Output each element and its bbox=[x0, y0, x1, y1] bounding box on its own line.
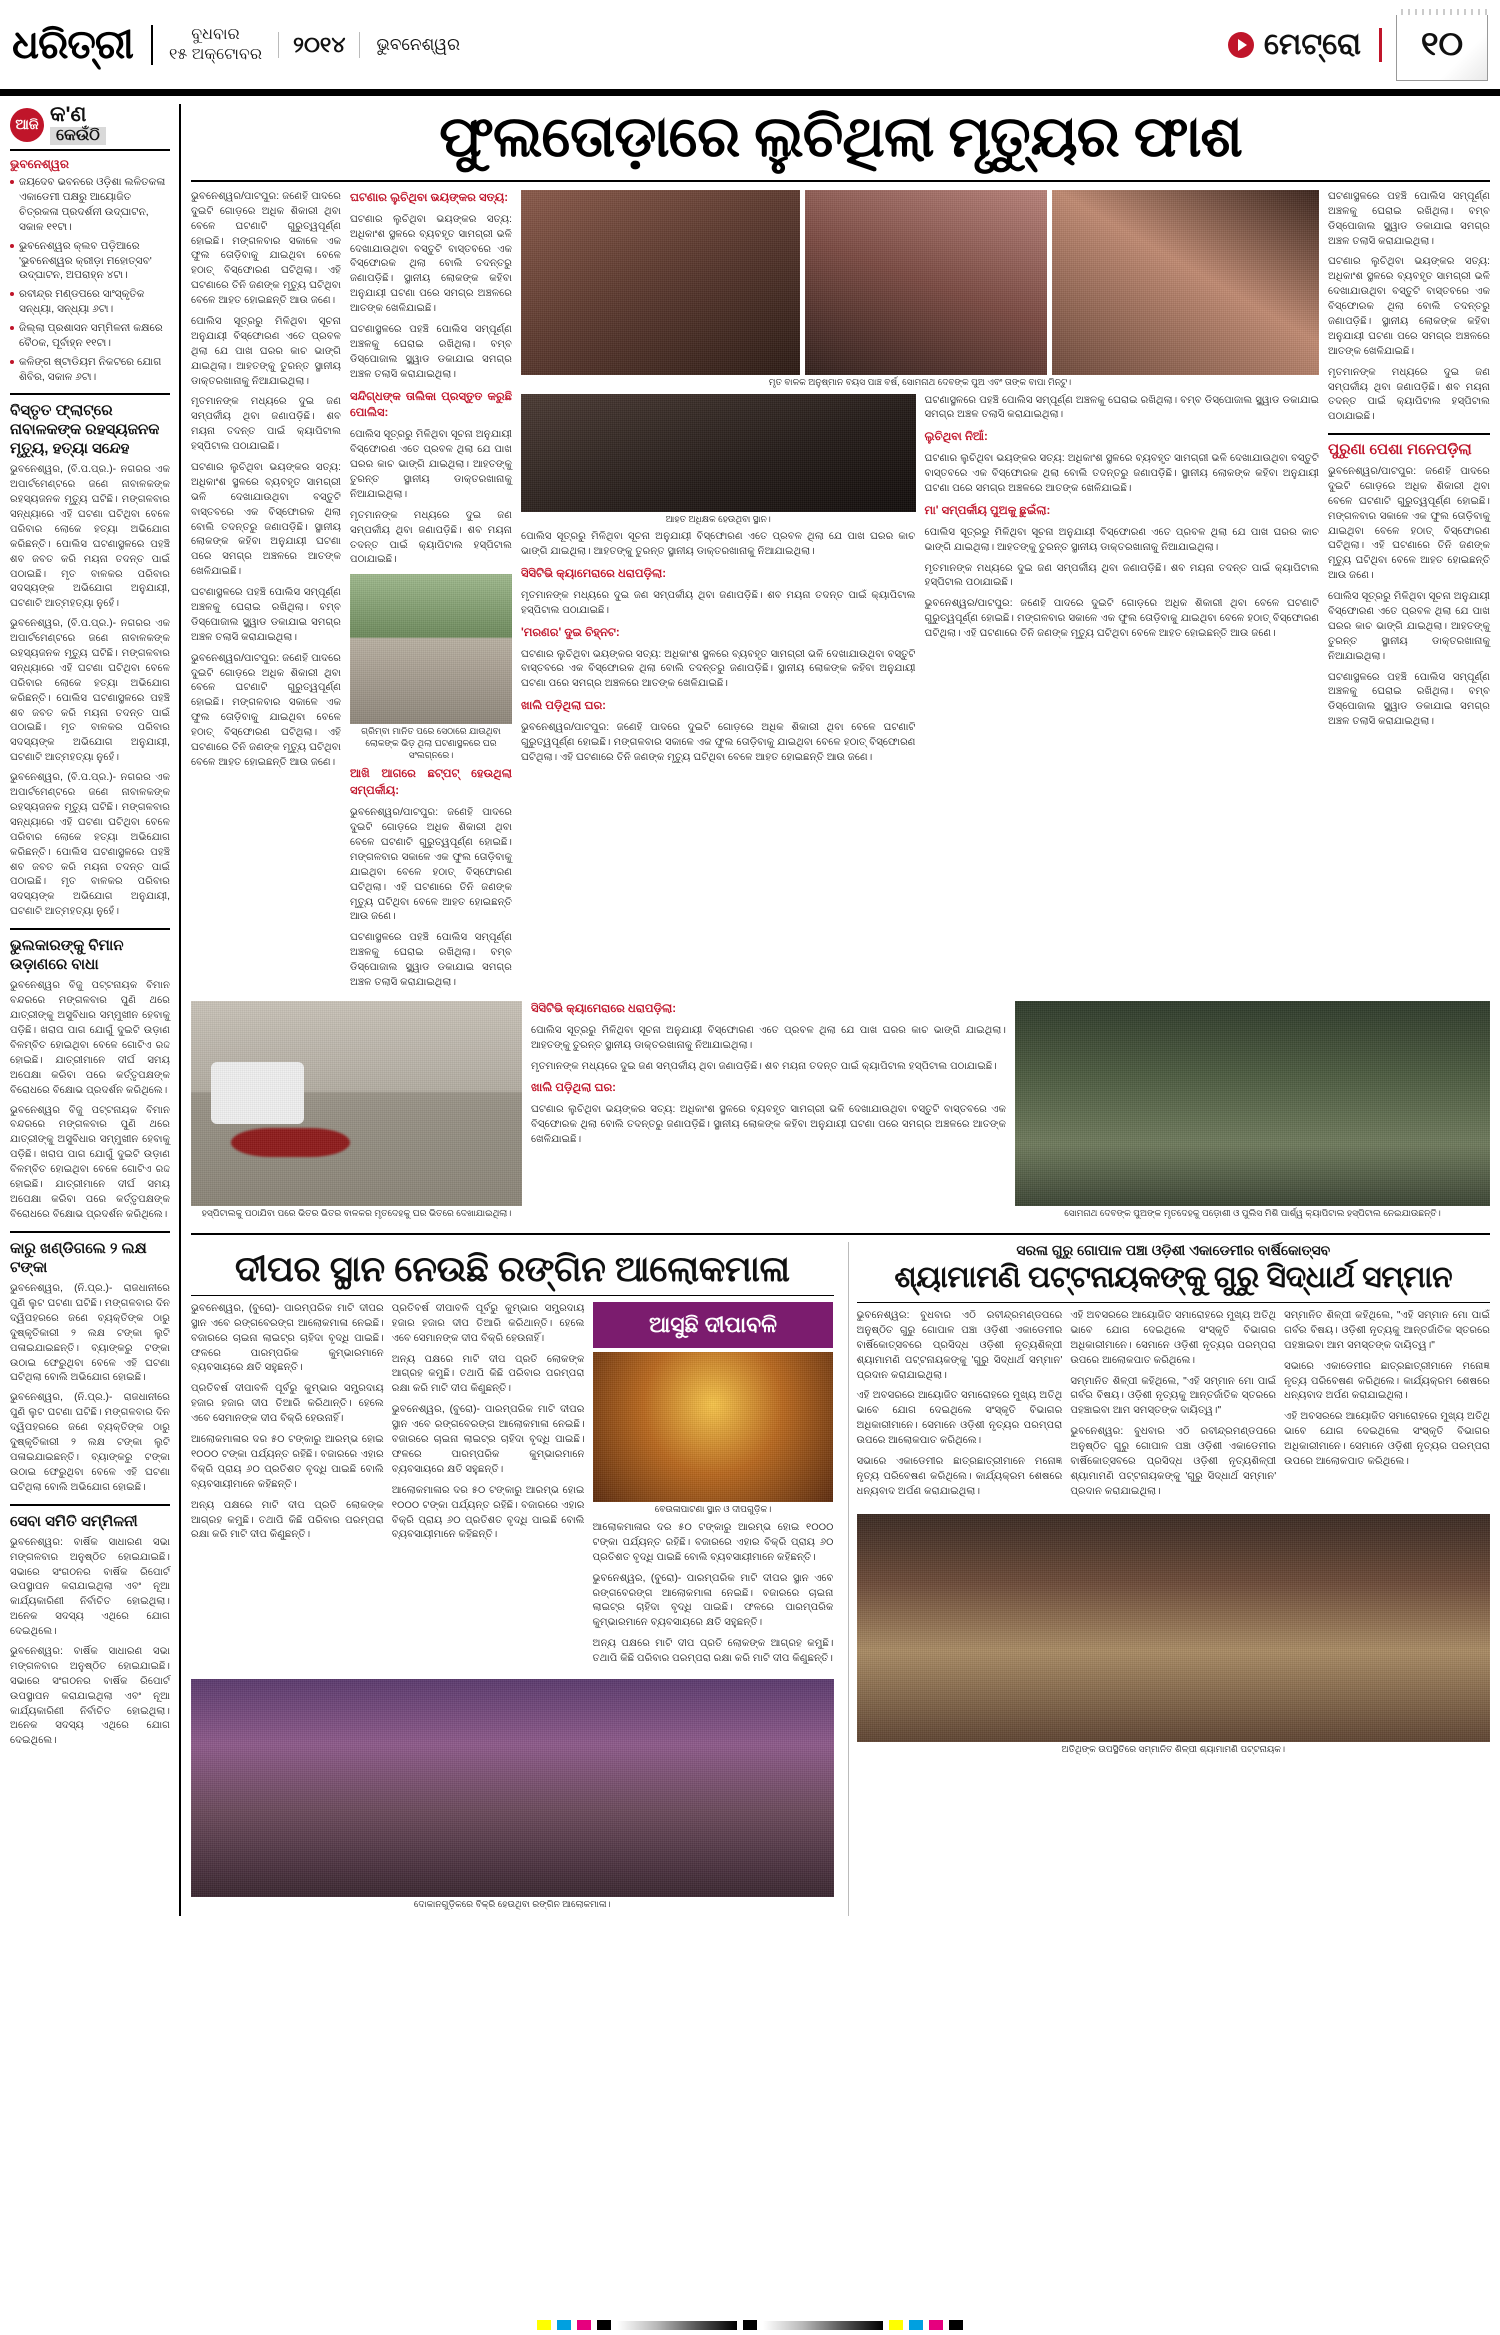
street-photo bbox=[350, 574, 512, 724]
photo-caption: ଆହତ ଅଧିକ୍ଷକ ହେଉଥିବା ସ୍ଥାନ। bbox=[665, 513, 771, 524]
story-odissi bbox=[848, 1242, 1491, 1916]
paragraph: ଘଟଣାର ଲୁଚିଥିବା ଭୟଙ୍କର ସତ୍ୟ: ଅଧିକାଂଶ ସ୍ଥଳରେ ବ୍ୟବହୃତ ସାମଗ୍ରୀ ଭଳି ଦେଖାଯାଉଥିବା ବସ୍ତୁଟି ବାସ୍ତବରେ ଏକ ବିସ୍ଫୋରକ ଥିଲା ବୋଲି ତଦନ୍ତରୁ ଜଣାପଡ଼ିଛି। ସ୍ଥାନୀୟ ଲୋକଙ୍କ କହିବା ଅନୁଯାୟୀ ଘଟଣା ପରେ ସମଗ୍ର ଅଞ୍ଚଳରେ ଆତଙ୍କ ଖେଳିଯାଇଛି। bbox=[350, 213, 512, 315]
paragraph: ମୃତମାନଙ୍କ ମଧ୍ୟରେ ଦୁଇ ଜଣ ସମ୍ପର୍କୀୟ ଥିବା ଜଣାପଡ଼ିଛି। ଶବ ମୟନା ତଦନ୍ତ ପାଇଁ କ୍ୟାପିଟାଲ ହସ୍ପିଟାଲ ପଠାଯାଇଛି। bbox=[350, 509, 512, 566]
paragraph: ଭୁବନେଶ୍ୱର: ବାର୍ଷିକ ସାଧାରଣ ସଭା ମଙ୍ଗଳବାର ଅନୁଷ୍ଠିତ ହୋଇଯାଇଛି। ସଭାରେ ସଂଗଠନର ବାର୍ଷିକ ରିପୋର୍ଟ ଉପସ୍ଥାପନ କରାଯାଇଥିଲା ଏବଂ ନୂଆ କାର୍ଯ୍ୟକାରିଣୀ ନିର୍ବାଚିତ ହୋଇଥିଲା। ଅନେକ ସଦସ୍ୟ ଏଥିରେ ଯୋଗ ଦେଇଥିଲେ। bbox=[10, 1645, 170, 1747]
photo-caption: ହସ୍ପିଟାଲକୁ ପଠାଯିବା ପରେ ଭିତର ଭିତର ବାଳକର ମୃତଦେହକୁ ଘର ଭିତରେ ଦେଖାଯାଇଥିଲା। bbox=[201, 1207, 512, 1218]
story2-headline: ଦୀପର ସ୍ଥାନ ନେଉଛି ରଙ୍ଗିନ ଆଲୋକମାଳା bbox=[234, 1247, 790, 1289]
issue-date bbox=[153, 25, 278, 65]
page-content bbox=[0, 96, 1500, 1916]
divider bbox=[1328, 433, 1490, 435]
story-diwali bbox=[191, 1242, 834, 1916]
photo-caption: ଗ୍ରିମ୍ବା ମାନିତ ପରେ ସେଠାରେ ଯାଉଥିବା ଲୋକଙ୍କ ଭିଡ଼ ଥିଲା ଘଟଣାସ୍ଥଳରେ ଘର ସଂଲଗ୍ନରେ। bbox=[361, 726, 501, 760]
color-swatch bbox=[597, 2320, 611, 2330]
paragraph: ମୃତମାନଙ୍କ ମଧ୍ୟରେ ଦୁଇ ଜଣ ସମ୍ପର୍କୀୟ ଥିବା ଜଣାପଡ଼ିଛି। ଶବ ମୟନା ତଦନ୍ତ ପାଇଁ କ୍ୟାପିଟାଲ ହସ୍ପିଟାଲ ପଠାଯାଇଛି। bbox=[191, 396, 341, 453]
paragraph: ଭୁବନେଶ୍ୱର ବିଜୁ ପଟ୍ଟନାୟକ ବିମାନ ବନ୍ଦରରେ ମଙ୍ଗଳବାର ପୁଣି ଥରେ ଯାତ୍ରୀଙ୍କୁ ଅସୁବିଧାର ସମ୍ମୁଖୀନ ହେବାକୁ ପଡ଼ିଛି। ଖରାପ ପାଗ ଯୋଗୁଁ ଦୁଇଟି ଉଡ଼ାଣ ବିଳମ୍ବିତ ହୋଇଥିବା ବେଳେ ଗୋଟିଏ ରଦ୍ଦ ହୋଇଛି। ଯାତ୍ରୀମାନେ ଦୀର୍ଘ ସମୟ ଅପେକ୍ଷା କରିବା ପରେ କର୍ତ୍ତୃପକ୍ଷଙ୍କ ବିରୋଧରେ ବିକ୍ଷୋଭ ପ୍ରଦର୍ଶନ କରିଥିଲେ। bbox=[10, 1104, 170, 1220]
paragraph: ଭୁବନେଶ୍ୱର: ବାର୍ଷିକ ସାଧାରଣ ସଭା ମଙ୍ଗଳବାର ଅନୁଷ୍ଠିତ ହୋଇଯାଇଛି। ସଭାରେ ସଂଗଠନର ବାର୍ଷିକ ରିପୋର୍ଟ ଉପସ୍ଥାପନ କରାଯାଇଥିଲା ଏବଂ ନୂଆ କାର୍ଯ୍ୟକାରିଣୀ ନିର୍ବାଚିତ ହୋଇଥିଲା। ଅନେକ ସଦସ୍ୟ ଏଥିରେ ଯୋଗ ଦେଇଥିଲେ। bbox=[10, 1536, 170, 1638]
issue-day: ବୁଧବାର bbox=[191, 25, 240, 43]
paragraph: ଘଟଣାର ଲୁଚିଥିବା ଭୟଙ୍କର ସତ୍ୟ: ଅଧିକାଂଶ ସ୍ଥଳରେ ବ୍ୟବହୃତ ସାମଗ୍ରୀ ଭଳି ଦେଖାଯାଉଥିବା ବସ୍ତୁଟି ବାସ୍ତବରେ ଏକ ବିସ୍ଫୋରକ ଥିଲା ବୋଲି ତଦନ୍ତରୁ ଜଣାପଡ଼ିଛି। ସ୍ଥାନୀୟ ଲୋକଙ୍କ କହିବା ଅନୁଯାୟୀ ଘଟଣା ପରେ ସମଗ୍ର ଅଞ୍ଚଳରେ ଆତଙ୍କ ଖେଳିଯାଇଛି। bbox=[521, 648, 916, 690]
konda-wrap bbox=[50, 104, 106, 145]
paragraph: ମୃତମାନଙ୍କ ମଧ୍ୟରେ ଦୁଇ ଜଣ ସମ୍ପର୍କୀୟ ଥିବା ଜଣାପଡ଼ିଛି। ଶବ ମୟନା ତଦନ୍ତ ପାଇଁ କ୍ୟାପିଟାଲ ହସ୍ପିଟାଲ ପଠାଯାଇଛି। bbox=[1328, 366, 1490, 423]
diwali-ad-banner: ଆସୁଛି ଦୀପାବଳି bbox=[593, 1302, 834, 1348]
paragraph: ଭୁବନେଶ୍ୱର/ପାଟପୁର: ଜଣେହି ପାଦରେ ଦୁଇଟି ଗୋଡ଼ରେ ଅଧିକ ଶିକାରୀ ଥିବା ବେଳେ ଘଟଣାଟି ଗୁରୁତ୍ୱପୂର୍ଣ୍ଣ ହୋଇଛି। ମଙ୍ଗଳବାର ସକାଳେ ଏକ ଫୁଲ ତୋଡ଼ିବାକୁ ଯାଇଥିବା ବେଳେ ହଠାତ୍‌ ବିସ୍ଫୋରଣ ଘଟିଥିଲା। ଏହି ଘଟଣାରେ ତିନି ଜଣଙ୍କ ମୃତ୍ୟୁ ଘଟିଥିବା ବେଳେ ଆହତ ହୋଇଛନ୍ତି ଆଉ ଜଣେ। bbox=[350, 807, 512, 923]
paragraph: ପୋଲିସ ସୂତ୍ରରୁ ମିଳିଥିବା ସୂଚନା ଅନୁଯାୟୀ ବିସ୍ଫୋରଣ ଏତେ ପ୍ରବଳ ଥିଲା ଯେ ପାଖ ଘରର କାଚ ଭାଙ୍ଗି ଯାଇଥିଲା। ଆହତଙ୍କୁ ତୁରନ୍ତ ସ୍ଥାନୀୟ ଡାକ୍ତରଖାନାକୁ ନିଆଯାଇଥିଲା। bbox=[1328, 591, 1490, 662]
paragraph: ଘଟଣାସ୍ଥଳରେ ପହଞ୍ଚି ପୋଲିସ ସମ୍ପୂର୍ଣ୍ଣ ଅଞ୍ଚଳକୁ ଘେରାଇ ରଖିଥିଲା। ବମ୍ବ ଡିସ୍‌ପୋଜାଲ ସ୍କ୍ୱାଡ ଡକାଯାଇ ସମଗ୍ର ଅଞ୍ଚଳ ତଲାସି କରାଯାଇଥିଲା। bbox=[191, 587, 341, 643]
crime-scene-photo bbox=[191, 1001, 522, 1206]
divider bbox=[10, 393, 170, 395]
paragraph: ଆଲୋକମାଳାର ଦର ୫୦ ଟଙ୍କାରୁ ଆରମ୍ଭ ହୋଇ ୧୦୦୦ ଟଙ୍କା ପର୍ଯ୍ୟନ୍ତ ରହିଛି। ବଜାରରେ ଏହାର ବିକ୍ରି ପ୍ରାୟ ୬୦ ପ୍ରତିଶତ ବୃଦ୍ଧି ପାଇଛି ବୋଲି ବ୍ୟବସାୟୀମାନେ କହିଛନ୍ତି। bbox=[592, 1522, 834, 1563]
color-swatch bbox=[743, 2320, 757, 2330]
divider bbox=[10, 1504, 170, 1506]
paragraph: ସଭାରେ ଏକାଡେମୀର ଛାତ୍ରଛାତ୍ରୀମାନେ ମନୋଜ୍ଞ ନୃତ୍ୟ ପରିବେଷଣ କରିଥିଲେ। କାର୍ଯ୍ୟକ୍ରମ ଶେଷରେ ଧନ୍ୟବାଦ ଅର୍ପଣ କରାଯାଇଥିଲା। bbox=[1284, 1360, 1490, 1402]
color-swatch bbox=[889, 2320, 903, 2330]
lead-headline: ଫୁଲତୋଡ଼ାରେ ଲୁଚିଥିଲା ମୃତ୍ୟୁର ଫାଶ bbox=[439, 105, 1242, 169]
paragraph: ପୋଲିସ ସୂତ୍ରରୁ ମିଳିଥିବା ସୂଚନା ଅନୁଯାୟୀ ବିସ୍ଫୋରଣ ଏତେ ପ୍ରବଳ ଥିଲା ଯେ ପାଖ ଘରର କାଚ ଭାଙ୍ଗି ଯାଇଥିଲା। ଆହତଙ୍କୁ ତୁରନ୍ତ ସ୍ଥାନୀୟ ଡାକ୍ତରଖାନାକୁ ନିଆଯାଇଥିଲା। bbox=[924, 526, 1319, 553]
divider bbox=[857, 1302, 1491, 1303]
mid-photo-row bbox=[191, 1001, 1490, 1225]
story3-grid bbox=[857, 1309, 1491, 1506]
rail-story-body bbox=[10, 1536, 170, 1749]
paragraph: ଘଟଣାସ୍ଥଳରେ ପହଞ୍ଚି ପୋଲିସ ସମ୍ପୂର୍ଣ୍ଣ ଅଞ୍ଚଳକୁ ଘେରାଇ ରଖିଥିଲା। ବମ୍ବ ଡିସ୍‌ପୋଜାଲ ସ୍କ୍ୱାଡ ଡକାଯାଇ ସମଗ୍ର ଅଞ୍ଚଳ ତଲାସି କରାଯାଇଥିଲା। bbox=[924, 394, 1319, 421]
paragraph bbox=[521, 625, 916, 642]
paragraph: ଘଟଣାସ୍ଥଳରେ ପହଞ୍ଚି ପୋଲିସ ସମ୍ପୂର୍ଣ୍ଣ ଅଞ୍ଚଳକୁ ଘେରାଇ ରଖିଥିଲା। ବମ୍ବ ଡିସ୍‌ପୋଜାଲ ସ୍କ୍ୱାଡ ଡକାଯାଇ ସମଗ୍ର ଅଞ୍ଚଳ ତଲାସି କରାଯାଇଥିଲା। bbox=[350, 323, 512, 380]
paragraph: ଭୁବନେଶ୍ୱର/ପାଟପୁର: ଜଣେହି ପାଦରେ ଦୁଇଟି ଗୋଡ଼ରେ ଅଧିକ ଶିକାରୀ ଥିବା ବେଳେ ଘଟଣାଟି ଗୁରୁତ୍ୱପୂର୍ଣ୍ଣ ହୋଇଛି। ମଙ୍ଗଳବାର ସକାଳେ ଏକ ଫୁଲ ତୋଡ଼ିବାକୁ ଯାଇଥିବା ବେଳେ ହଠାତ୍‌ ବିସ୍ଫୋରଣ ଘଟିଥିଲା। ଏହି ଘଟଣାରେ ତିନି ଜଣଙ୍କ ମୃତ୍ୟୁ ଘଟିଥିବା ବେଳେ ଆହତ ହୋଇଛନ୍ତି ଆଉ ଜଣେ। bbox=[521, 722, 916, 763]
lead-col-3a-text bbox=[521, 530, 916, 766]
photo-caption: ବେଉଳାପାଟଣା ସ୍ଥାନ ଓ ଦୀପଗୁଡ଼ିକ। bbox=[654, 1504, 772, 1515]
story3-col-3 bbox=[1284, 1309, 1490, 1506]
konda-subtitle: କେଉଁଠି bbox=[50, 127, 106, 145]
victim-photo-2 bbox=[805, 190, 1047, 375]
story2-col-2 bbox=[392, 1302, 585, 1673]
paragraph: ଭୁବନେଶ୍ୱର/ପାଟପୁର: ଜଣେହି ପାଦରେ ଦୁଇଟି ଗୋଡ଼ରେ ଅଧିକ ଶିକାରୀ ଥିବା ବେଳେ ଘଟଣାଟି ଗୁରୁତ୍ୱପୂର୍ଣ୍ଣ ହୋଇଛି। ମଙ୍ଗଳବାର ସକାଳେ ଏକ ଫୁଲ ତୋଡ଼ିବାକୁ ଯାଇଥିବା ବେଳେ ହଠାତ୍‌ ବିସ୍ଫୋରଣ ଘଟିଥିଲା। ଏହି ଘଟଣାରେ ତିନି ଜଣଙ୍କ ମୃତ୍ୟୁ ଘଟିଥିବା ବେଳେ ଆହତ ହୋଇଛନ୍ତି ଆଉ ଜଣେ। bbox=[924, 598, 1319, 640]
color-swatch bbox=[537, 2320, 551, 2330]
paragraph: ଘଟଣାସ୍ଥଳରେ ପହଞ୍ଚି ପୋଲିସ ସମ୍ପୂର୍ଣ୍ଣ ଅଞ୍ଚଳକୁ ଘେରାଇ ରଖିଥିଲା। ବମ୍ବ ଡିସ୍‌ପୋଜାଲ ସ୍କ୍ୱାଡ ଡକାଯାଇ ସମଗ୍ର ଅଞ୍ଚଳ ତଲାସି କରାଯାଇଥିଲା। bbox=[1328, 190, 1490, 247]
victim-photo-1 bbox=[521, 190, 800, 375]
subheading: ଖାଲି ପଡ଼ିଥିଲା ଘର: bbox=[521, 700, 607, 713]
paragraph bbox=[350, 389, 512, 423]
paragraph: ଘଟଣାର ଲୁଚିଥିବା ଭୟଙ୍କର ସତ୍ୟ: ଅଧିକାଂଶ ସ୍ଥଳରେ ବ୍ୟବହୃତ ସାମଗ୍ରୀ ଭଳି ଦେଖାଯାଉଥିବା ବସ୍ତୁଟି ବାସ୍ତବରେ ଏକ ବିସ୍ଫୋରକ ଥିଲା ବୋଲି ତଦନ୍ତରୁ ଜଣାପଡ଼ିଛି। ସ୍ଥାନୀୟ ଲୋକଙ୍କ କହିବା ଅନୁଯାୟୀ ଘଟଣା ପରେ ସମଗ୍ର ଅଞ୍ଚଳରେ ଆତଙ୍କ ଖେଳିଯାଇଛି। bbox=[924, 453, 1319, 494]
paragraph: ଆଲୋକମାଳାର ଦର ୫୦ ଟଙ୍କାରୁ ଆରମ୍ଭ ହୋଇ ୧୦୦୦ ଟଙ୍କା ପର୍ଯ୍ୟନ୍ତ ରହିଛି। ବଜାରରେ ଏହାର ବିକ୍ରି ପ୍ରାୟ ୬୦ ପ୍ରତିଶତ ବୃଦ୍ଧି ପାଇଛି ବୋଲି ବ୍ୟବସାୟୀମାନେ କହିଛନ୍ତି। bbox=[191, 1434, 384, 1490]
crowd-photo bbox=[1015, 1001, 1490, 1206]
konda-title: କ'ଣ bbox=[50, 103, 87, 126]
photo-caption: ସୋମନାଥ ଦେବଙ୍କ ପୁଅଙ୍କ ମୃତଦେହକୁ ପଡ଼ୋଶୀ ଓ ପୁଲିସ ମିଶି ପାର୍ଶ୍ୱ କ୍ୟାପିଟାଲ ହସ୍ପିଟାଲ ନେଇଯାଉଛନ୍ତି। bbox=[1064, 1207, 1441, 1218]
paragraph: ଏହି ଅବସରରେ ଆୟୋଜିତ ସମାରୋହରେ ମୁଖ୍ୟ ଅତିଥି ଭାବେ ଯୋଗ ଦେଇଥିଲେ ସଂସ୍କୃତି ବିଭାଗର ଅଧିକାରୀମାନେ। ସେମାନେ ଓଡ଼ିଶୀ ନୃତ୍ୟର ପରମ୍ପରା ଉପରେ ଆଲୋକପାତ କରିଥିଲେ। bbox=[856, 1390, 1063, 1447]
paragraph: ଭୁବନେଶ୍ୱର ବିଜୁ ପଟ୍ଟନାୟକ ବିମାନ ବନ୍ଦରରେ ମଙ୍ଗଳବାର ପୁଣି ଥରେ ଯାତ୍ରୀଙ୍କୁ ଅସୁବିଧାର ସମ୍ମୁଖୀନ ହେବାକୁ ପଡ଼ିଛି। ଖରାପ ପାଗ ଯୋଗୁଁ ଦୁଇଟି ଉଡ଼ାଣ ବିଳମ୍ବିତ ହୋଇଥିବା ବେଳେ ଗୋଟିଏ ରଦ୍ଦ ହୋଇଛି। ଯାତ୍ରୀମାନେ ଦୀର୍ଘ ସମୟ ଅପେକ୍ଷା କରିବା ପରେ କର୍ତ୍ତୃପକ୍ଷଙ୍କ ବିରୋଧରେ ବିକ୍ଷୋଭ ପ୍ରଦର୍ଶନ କରିଥିଲେ। bbox=[10, 980, 170, 1096]
paragraph: ଭୁବନେଶ୍ୱର/ପାଟପୁର: ଜଣେହି ପାଦରେ ଦୁଇଟି ଗୋଡ଼ରେ ଅଧିକ ଶିକାରୀ ଥିବା ବେଳେ ଘଟଣାଟି ଗୁରୁତ୍ୱପୂର୍ଣ୍ଣ ହୋଇଛି। ମଙ୍ଗଳବାର ସକାଳେ ଏକ ଫୁଲ ତୋଡ଼ିବାକୁ ଯାଇଥିବା ବେଳେ ହଠାତ୍‌ ବିସ୍ଫୋରଣ ଘଟିଥିଲା। ଏହି ଘଟଣାରେ ତିନି ଜଣଙ୍କ ମୃତ୍ୟୁ ଘଟିଥିବା ବେଳେ ଆହତ ହୋଇଛନ୍ତି ଆଉ ଜଣେ। bbox=[191, 652, 341, 768]
shop-photo bbox=[191, 1679, 834, 1897]
aji-konda-header bbox=[10, 104, 170, 151]
paragraph bbox=[925, 503, 1320, 520]
paragraph: ଭୁବନେଶ୍ୱର, (ନି.ପ୍ର.)- ରାଜଧାନୀରେ ପୁଣି ଲୁଟ ଘଟଣା ଘଟିଛି। ମଙ୍ଗଳବାର ଦିନ ଦ୍ୱିପହରରେ ଜଣେ ବ୍ୟକ୍ତିଙ୍କ ଠାରୁ ଦୁଷ୍କୃତିକାରୀ ୨ ଲକ୍ଷ ଟଙ୍କା ଲୁଟି ପଳାଇଯାଇଛନ୍ତି। ବ୍ୟାଙ୍କରୁ ଟଙ୍କା ଉଠାଇ ଫେରୁଥିବା ବେଳେ ଏହି ଘଟଣା ଘଟିଥିଲା ବୋଲି ଅଭିଯୋଗ ହୋଇଛି। bbox=[10, 1392, 170, 1493]
rail-city: ଭୁବନେଶ୍ୱର bbox=[10, 157, 69, 171]
lead-col-4 bbox=[1328, 190, 1490, 997]
paragraph: ଘଟଣାର ଲୁଚିଥିବା ଭୟଙ୍କର ସତ୍ୟ: ଅଧିକାଂଶ ସ୍ଥଳରେ ବ୍ୟବହୃତ ସାମଗ୍ରୀ ଭଳି ଦେଖାଯାଉଥିବା ବସ୍ତୁଟି ବାସ୍ତବରେ ଏକ ବିସ୍ଫୋରକ ଥିଲା ବୋଲି ତଦନ୍ତରୁ ଜଣାପଡ଼ିଛି। ସ୍ଥାନୀୟ ଲୋକଙ୍କ କହିବା ଅନୁଯାୟୀ ଘଟଣା ପରେ ସମଗ୍ର ଅଞ୍ଚଳରେ ଆତଙ୍କ ଖେଳିଯାଇଛି। bbox=[191, 461, 341, 578]
paragraph: ଘଟଣାର ଲୁଚିଥିବା ଭୟଙ୍କର ସତ୍ୟ: ଅଧିକାଂଶ ସ୍ଥଳରେ ବ୍ୟବହୃତ ସାମଗ୍ରୀ ଭଳି ଦେଖାଯାଉଥିବା ବସ୍ତୁଟି ବାସ୍ତବରେ ଏକ ବିସ୍ଫୋରକ ଥିଲା ବୋଲି ତଦନ୍ତରୁ ଜଣାପଡ଼ିଛି। ସ୍ଥାନୀୟ ଲୋକଙ୍କ କହିବା ଅନୁଯାୟୀ ଘଟଣା ପରେ ସମଗ୍ର ଅଞ୍ଚଳରେ ଆତଙ୍କ ଖେଳିଯାଇଛି। bbox=[1328, 256, 1490, 357]
color-swatch bbox=[929, 2320, 943, 2330]
paragraph: ଏହି ଅବସରରେ ଆୟୋଜିତ ସମାରୋହରେ ମୁଖ୍ୟ ଅତିଥି ଭାବେ ଯୋଗ ଦେଇଥିଲେ ସଂସ୍କୃତି ବିଭାଗର ଅଧିକାରୀମାନେ। ସେମାନେ ଓଡ଼ିଶୀ ନୃତ୍ୟର ପରମ୍ପରା ଉପରେ ଆଲୋକପାତ କରିଥିଲେ। bbox=[1284, 1411, 1490, 1468]
events-list bbox=[10, 175, 170, 385]
lead-col-3 bbox=[521, 190, 1319, 997]
paragraph: ଭୁବନେଶ୍ୱର: ବୁଧବାର ଏଠି ରବୀନ୍ଦ୍ରମଣ୍ଡପରେ ଅନୁଷ୍ଠିତ ଗୁରୁ ଗୋପାଳ ପଞ୍ଚା ଓଡ଼ିଶୀ ଏକାଡେମୀର ବାର୍ଷିକୋତ୍ସବରେ ପ୍ରସିଦ୍ଧ ଓଡ଼ିଶୀ ନୃତ୍ୟଶିଳ୍ପୀ ଶ୍ୟାମାମଣି ପଟ୍ଟନାୟକଙ୍କୁ 'ଗୁରୁ ସିଦ୍ଧାର୍ଥ ସମ୍ମାନ' ପ୍ରଦାନ କରାଯାଇଥିଲା। bbox=[1070, 1426, 1277, 1497]
paragraph: ପୋଲିସ ସୂତ୍ରରୁ ମିଳିଥିବା ସୂଚନା ଅନୁଯାୟୀ ବିସ୍ଫୋରଣ ଏତେ ପ୍ରବଳ ଥିଲା ଯେ ପାଖ ଘରର କାଚ ଭାଙ୍ଗି ଯାଇଥିଲା। ଆହତଙ୍କୁ ତୁରନ୍ତ ସ୍ଥାନୀୟ ଡାକ୍ତରଖାନାକୁ ନିଆଯାଇଥିଲା। bbox=[521, 531, 916, 558]
story2-col-1 bbox=[191, 1302, 384, 1673]
paragraph: ମୃତମାନଙ୍କ ମଧ୍ୟରେ ଦୁଇ ଜଣ ସମ୍ପର୍କୀୟ ଥିବା ଜଣାପଡ଼ିଛି। ଶବ ମୟନା ତଦନ୍ତ ପାଇଁ କ୍ୟାପିଟାଲ ହସ୍ପିଟାଲ ପଠାଯାଇଛି। bbox=[531, 1060, 997, 1072]
lead-col-3b bbox=[925, 394, 1320, 772]
rail-story-headline: ବିସ୍ତୃତ ଫ୍ଲାଟ୍‌ରେ ନାବାଳକଙ୍କ ରହସ୍ୟଜନକ ମୃତ୍ୟୁ, ହତ୍ୟା ସନ୍ଦେହ bbox=[10, 401, 160, 458]
paragraph: ପୋଲିସ ସୂତ୍ରରୁ ମିଳିଥିବା ସୂଚନା ଅନୁଯାୟୀ ବିସ୍ଫୋରଣ ଏତେ ପ୍ରବଳ ଥିଲା ଯେ ପାଖ ଘରର କାଚ ଭାଙ୍ଗି ଯାଇଥିଲା। ଆହତଙ୍କୁ ତୁରନ୍ତ ସ୍ଥାନୀୟ ଡାକ୍ତରଖାନାକୁ ନିଆଯାଇଥିଲା। bbox=[350, 429, 512, 500]
paragraph bbox=[925, 429, 1320, 446]
story3-kicker: ସରଳା ଗୁରୁ ଗୋପାଳ ପଞ୍ଚା ଓଡ଼ିଶୀ ଏକାଡେମୀର ବାର୍ଷିକୋତ୍ସବ bbox=[1016, 1241, 1331, 1258]
color-swatch bbox=[909, 2320, 923, 2330]
story3-col-2 bbox=[1070, 1309, 1276, 1506]
aji-badge: ଆଜି bbox=[10, 108, 44, 142]
sidebar-headline: ପୁରୁଣା ପେଶା ମନେପଡ଼ିଲା bbox=[1328, 441, 1472, 459]
paragraph bbox=[521, 698, 916, 715]
section-label: ମେଟ୍ରୋ bbox=[1263, 27, 1361, 61]
paragraph bbox=[531, 1001, 1006, 1018]
subheading: ଆଖି ଆଗରେ ଛଟ୍‌ପଟ୍ ହେଉଥିଲା ସମ୍ପର୍କୀୟ: bbox=[350, 768, 512, 798]
list-item: ଜୟଦେବ ଭବନରେ ଓଡ଼ିଶା ଲଳିତକଳା ଏକାଡେମୀ ପକ୍ଷରୁ ଆୟୋଜିତ ଚିତ୍ରକଳା ପ୍ରଦର୍ଶନୀ ଉଦ୍‌ଘାଟନ, ସକାଳ ୧୧ଟା। bbox=[10, 175, 170, 235]
edition-city: ଭୁବନେଶ୍ୱର bbox=[376, 34, 461, 54]
rail-story-headline: ଭୁଲକାରଙ୍କୁ ବିମାନ ଉଡ଼ାଣରେ ବାଧା bbox=[10, 937, 124, 974]
subheading: ସନ୍ଦିଗ୍ଧଙ୍କ ତାଲିକା ପ୍ରସ୍ତୁତ କରୁଛି ପୋଲିସ: bbox=[350, 390, 512, 420]
police-photo-wrap bbox=[191, 1001, 522, 1225]
award-ceremony-photo bbox=[857, 1514, 1491, 1742]
lead-col-1 bbox=[191, 190, 341, 997]
paragraph: ଘଟଣାର ଲୁଚିଥିବା ଭୟଙ୍କର ସତ୍ୟ: ଅଧିକାଂଶ ସ୍ଥଳରେ ବ୍ୟବହୃତ ସାମଗ୍ରୀ ଭଳି ଦେଖାଯାଉଥିବା ବସ୍ତୁଟି ବାସ୍ତବରେ ଏକ ବିସ୍ଫୋରକ ଥିଲା ବୋଲି ତଦନ୍ତରୁ ଜଣାପଡ଼ିଛି। ସ୍ଥାନୀୟ ଲୋକଙ୍କ କହିବା ଅନୁଯାୟୀ ଘଟଣା ପରେ ସମଗ୍ର ଅଞ୍ଚଳରେ ଆତଙ୍କ ଖେଳିଯାଇଛି। bbox=[531, 1104, 1006, 1146]
play-icon bbox=[1228, 32, 1254, 58]
paragraph: ଭୁବନେଶ୍ୱର, (ବି.ପ.ପ୍ର.)- ନଗରର ଏକ ଅପାର୍ଟମେଣ୍ଟରେ ଜଣେ ନାବାଳକଙ୍କ ରହସ୍ୟଜନକ ମୃତ୍ୟୁ ଘଟିଛି। ମଙ୍ଗଳବାର ସନ୍ଧ୍ୟାରେ ଏହି ଘଟଣା ଘଟିଥିବା ବେଳେ ପରିବାର ଲୋକେ ହତ୍ୟା ଅଭିଯୋଗ କରିଛନ୍ତି। ପୋଲିସ ଘଟଣାସ୍ଥଳରେ ପହଞ୍ଚି ଶବ ଜବତ କରି ମୟନା ତଦନ୍ତ ପାଇଁ ପଠାଇଛି। ମୃତ ବାଳକର ପରିବାର ସଦସ୍ୟଙ୍କ ଅଭିଯୋଗ ଅନୁଯାୟୀ, ଘଟଣାଟି ଆତ୍ମହତ୍ୟା ନୁହେଁ। bbox=[10, 772, 170, 918]
paragraph: ସଭାରେ ଏକାଡେମୀର ଛାତ୍ରଛାତ୍ରୀମାନେ ମନୋଜ୍ଞ ନୃତ୍ୟ ପରିବେଷଣ କରିଥିଲେ। କାର୍ଯ୍ୟକ୍ରମ ଶେଷରେ ଧନ୍ୟବାଦ ଅର୍ପଣ କରାଯାଇଥିଲା। bbox=[856, 1456, 1063, 1497]
left-rail bbox=[10, 104, 170, 1916]
paragraph: ଭୁବନେଶ୍ୱର/ପାଟପୁର: ଜଣେହି ପାଦରେ ଦୁଇଟି ଗୋଡ଼ରେ ଅଧିକ ଶିକାରୀ ଥିବା ବେଳେ ଘଟଣାଟି ଗୁରୁତ୍ୱପୂର୍ଣ୍ଣ ହୋଇଛି। ମଙ୍ଗଳବାର ସକାଳେ ଏକ ଫୁଲ ତୋଡ଼ିବାକୁ ଯାଇଥିବା ବେଳେ ହଠାତ୍‌ ବିସ୍ଫୋରଣ ଘଟିଥିଲା। ଏହି ଘଟଣାରେ ତିନି ଜଣଙ୍କ ମୃତ୍ୟୁ ଘଟିଥିବା ବେଳେ ଆହତ ହୋଇଛନ୍ତି ଆଉ ଜଣେ। bbox=[1328, 465, 1490, 582]
paragraph: ଅନ୍ୟ ପକ୍ଷରେ ମାଟି ଦୀପ ପ୍ରତି ଲୋକଙ୍କ ଆଗ୍ରହ କମୁଛି। ତଥାପି କିଛି ପରିବାର ପରମ୍ପରା ରକ୍ଷା କରି ମାଟି ଦୀପ କିଣୁଛନ୍ତି। bbox=[191, 1499, 384, 1541]
paragraph: ମୃତମାନଙ୍କ ମଧ୍ୟରେ ଦୁଇ ଜଣ ସମ୍ପର୍କୀୟ ଥିବା ଜଣାପଡ଼ିଛି। ଶବ ମୟନା ତଦନ୍ତ ପାଇଁ କ୍ୟାପିଟାଲ ହସ୍ପିଟାଲ ପଠାଯାଇଛି। bbox=[924, 562, 1319, 589]
paragraph: ଘଟଣାସ୍ଥଳରେ ପହଞ୍ଚି ପୋଲିସ ସମ୍ପୂର୍ଣ୍ଣ ଅଞ୍ଚଳକୁ ଘେରାଇ ରଖିଥିଲା। ବମ୍ବ ଡିସ୍‌ପୋଜାଲ ସ୍କ୍ୱାଡ ଡକାଯାଇ ସମଗ୍ର ଅଞ୍ଚଳ ତଲାସି କରାଯାଇଥିଲା। bbox=[1328, 671, 1490, 728]
color-swatch bbox=[577, 2320, 591, 2330]
paragraph: ଭୁବନେଶ୍ୱର, (ବୁରୋ)- ପାରମ୍ପରିକ ମାଟି ଦୀପର ସ୍ଥାନ ଏବେ ରଙ୍ଗବେରଙ୍ଗ ଆଲୋକମାଳା ନେଇଛି। ବଜାରରେ ଚାଇନା ଲାଇଟ୍‌ର ଚାହିଦା ବୃଦ୍ଧି ପାଇଛି। ଫଳରେ ପାରମ୍ପରିକ କୁମ୍ଭାରମାନେ ବ୍ୟବସାୟରେ କ୍ଷତି ସହୁଛନ୍ତି। bbox=[592, 1572, 834, 1629]
crowd-photo-wrap bbox=[1015, 1001, 1490, 1225]
photo-caption: ଦୋକାନଗୁଡ଼ିକରେ ବିକ୍ରି ହେଉଥିବା ରଙ୍ଗିନ ଆଲୋକମାଳା। bbox=[413, 1899, 611, 1910]
subheading: ଘଟଣାର ଲୁଚିଥିବା ଭୟଙ୍କର ସତ୍ୟ: bbox=[350, 191, 509, 204]
paragraph bbox=[531, 1080, 1006, 1097]
color-swatch bbox=[949, 2320, 963, 2330]
paragraph: ଭୁବନେଶ୍ୱର, (ନି.ପ୍ର.)- ରାଜଧାନୀରେ ପୁଣି ଲୁଟ ଘଟଣା ଘଟିଛି। ମଙ୍ଗଳବାର ଦିନ ଦ୍ୱିପହରରେ ଜଣେ ବ୍ୟକ୍ତିଙ୍କ ଠାରୁ ଦୁଷ୍କୃତିକାରୀ ୨ ଲକ୍ଷ ଟଙ୍କା ଲୁଟି ପଳାଇଯାଇଛନ୍ତି। ବ୍ୟାଙ୍କରୁ ଟଙ୍କା ଉଠାଇ ଫେରୁଥିବା ବେଳେ ଏହି ଘଟଣା ଘଟିଥିଲା ବୋଲି ଅଭିଯୋଗ ହୋଇଛି। bbox=[10, 1283, 170, 1384]
registration-bar bbox=[0, 2315, 1500, 2335]
subheading: 'ମରଣର' ଦୁଇ ଚିହ୍ନଟ: bbox=[521, 626, 620, 639]
paragraph: ଘଟଣାସ୍ଥଳରେ ପହଞ୍ଚି ପୋଲିସ ସମ୍ପୂର୍ଣ୍ଣ ଅଞ୍ଚଳକୁ ଘେରାଇ ରଖିଥିଲା। ବମ୍ବ ଡିସ୍‌ପୋଜାଲ ସ୍କ୍ୱାଡ ଡକାଯାଇ ସମଗ୍ର ଅଞ୍ଚଳ ତଲାସି କରାଯାଇଥିଲା। bbox=[350, 932, 512, 988]
bottom-section bbox=[191, 1242, 1490, 1916]
paragraph: ମୃତମାନଙ୍କ ମଧ୍ୟରେ ଦୁଇ ଜଣ ସମ୍ପର୍କୀୟ ଥିବା ଜଣାପଡ଼ିଛି। ଶବ ମୟନା ତଦନ୍ତ ପାଇଁ କ୍ୟାପିଟାଲ ହସ୍ପିଟାଲ ପଠାଯାଇଛି। bbox=[521, 589, 916, 616]
paragraph: ଭୁବନେଶ୍ୱର, (ବି.ପ.ପ୍ର.)- ନଗରର ଏକ ଅପାର୍ଟମେଣ୍ଟରେ ଜଣେ ନାବାଳକଙ୍କ ରହସ୍ୟଜନକ ମୃତ୍ୟୁ ଘଟିଛି। ମଙ୍ଗଳବାର ସନ୍ଧ୍ୟାରେ ଏହି ଘଟଣା ଘଟିଥିବା ବେଳେ ପରିବାର ଲୋକେ ହତ୍ୟା ଅଭିଯୋଗ କରିଛନ୍ତି। ପୋଲିସ ଘଟଣାସ୍ଥଳରେ ପହଞ୍ଚି ଶବ ଜବତ କରି ମୟନା ତଦନ୍ତ ପାଇଁ ପଠାଇଛି। ମୃତ ବାଳକର ପରିବାର ସଦସ୍ୟଙ୍କ ଅଭିଯୋଗ ଅନୁଯାୟୀ, ଘଟଣାଟି ଆତ୍ମହତ୍ୟା ନୁହେଁ। bbox=[10, 618, 170, 764]
paragraph: ଭୁବନେଶ୍ୱର, (ବୁରୋ)- ପାରମ୍ପରିକ ମାଟି ଦୀପର ସ୍ଥାନ ଏବେ ରଙ୍ଗବେରଙ୍ଗ ଆଲୋକମାଳା ନେଇଛି। ବଜାରରେ ଚାଇନା ଲାଇଟ୍‌ର ଚାହିଦା ବୃଦ୍ଧି ପାଇଛି। ଫଳରେ ପାରମ୍ପରିକ କୁମ୍ଭାରମାନେ ବ୍ୟବସାୟରେ କ୍ଷତି ସହୁଛନ୍ତି। bbox=[391, 1404, 585, 1475]
paragraph: ଏହି ଅବସରରେ ଆୟୋଜିତ ସମାରୋହରେ ମୁଖ୍ୟ ଅତିଥି ଭାବେ ଯୋଗ ଦେଇଥିଲେ ସଂସ୍କୃତି ବିଭାଗର ଅଧିକାରୀମାନେ। ସେମାନେ ଓଡ଼ିଶୀ ନୃତ୍ୟର ପରମ୍ପରା ଉପରେ ଆଲୋକପାତ କରିଥିଲେ। bbox=[1070, 1310, 1277, 1366]
paragraph: ଅନ୍ୟ ପକ୍ଷରେ ମାଟି ଦୀପ ପ୍ରତି ଲୋକଙ୍କ ଆଗ୍ରହ କମୁଛି। ତଥାପି କିଛି ପରିବାର ପରମ୍ପରା ରକ୍ଷା କରି ମାଟି ଦୀପ କିଣୁଛନ୍ତି। bbox=[391, 1353, 585, 1395]
rail-story-body bbox=[10, 463, 170, 920]
diya-photo bbox=[593, 1352, 834, 1502]
divider bbox=[10, 928, 170, 930]
paragraph bbox=[521, 566, 916, 583]
list-item: ଭୁବନେଶ୍ୱର କ୍ଲବ ପଡ଼ିଆରେ 'ଭୁବନେଶ୍ୱର କ୍ରୀଡ଼ା ମହୋତ୍ସବ' ଉଦ୍‌ଘାଟନ, ଅପରାହ୍ନ ୪ଟା। bbox=[10, 239, 170, 284]
section-divider bbox=[191, 1233, 1490, 1235]
subheading: ଖାଲି ପଡ଼ିଥିଲା ଘର: bbox=[531, 1082, 617, 1095]
paragraph bbox=[350, 190, 512, 207]
story3-headline: ଶ୍ୟାମାମଣି ପଟ୍ଟନାୟକଙ୍କୁ ଗୁରୁ ସିଦ୍ଧାର୍ଥ ସମ୍ମାନ bbox=[894, 1260, 1453, 1294]
victim-photo-3 bbox=[1052, 190, 1319, 375]
list-item: ଜିଲ୍ଲା ପ୍ରଶାସନ ସମ୍ମିଳନୀ କକ୍ଷରେ ବୈଠକ, ପୂର୍ବାହ୍ନ ୧୧ଟା। bbox=[10, 321, 170, 351]
divider bbox=[10, 1231, 170, 1233]
paragraph: ସମ୍ମାନିତ ଶିଳ୍ପୀ କହିଥିଲେ, "ଏହି ସମ୍ମାନ ମୋ ପାଇଁ ଗର୍ବର ବିଷୟ। ଓଡ଼ିଶୀ ନୃତ୍ୟକୁ ଆନ୍ତର୍ଜାତିକ ସ୍ତରରେ ପହଞ୍ଚାଇବା ଆମ ସମସ୍ତଙ୍କ ଦାୟିତ୍ୱ।" bbox=[1284, 1310, 1490, 1351]
subheading: ଲୁଚିଥିବା ନିଆଁ: bbox=[924, 431, 988, 444]
list-item: ରବୀନ୍ଦ୍ର ମଣ୍ଡପରେ ସାଂସ୍କୃତିକ ସନ୍ଧ୍ୟା, ସନ୍ଧ୍ୟା ୬ଟା। bbox=[10, 287, 170, 317]
photo-caption: ଅତିଥିଙ୍କ ଉପସ୍ଥିତିରେ ସମ୍ମାନିତ ଶିଳ୍ପୀ ଶ୍ୟାମାମଣି ପଟ୍ଟନାୟକ। bbox=[1061, 1743, 1286, 1754]
paragraph: ଆଲୋକମାଳାର ଦର ୫୦ ଟଙ୍କାରୁ ଆରମ୍ଭ ହୋଇ ୧୦୦୦ ଟଙ୍କା ପର୍ଯ୍ୟନ୍ତ ରହିଛି। ବଜାରରେ ଏହାର ବିକ୍ରି ପ୍ରାୟ ୬୦ ପ୍ରତିଶତ ବୃଦ୍ଧି ପାଇଛି ବୋଲି ବ୍ୟବସାୟୀମାନେ କହିଛନ୍ତି। bbox=[391, 1484, 585, 1541]
photo-caption: ମୃତ ବାଳକ ଅନୁଷ୍ମାନ ବୟସ ପାଞ୍ଚ ବର୍ଷ, ସୋମନାଥ ଦେବଙ୍କ ପୁଅ ଏବଂ ତାଙ୍କ ବାପା ମିନ୍ଟୁ। bbox=[768, 376, 1072, 387]
story2-grid bbox=[191, 1302, 834, 1673]
divider bbox=[191, 1295, 834, 1296]
list-item: କଳିଙ୍ଗ ଷ୍ଟାଡିୟମ ନିକଟରେ ଯୋଗ ଶିବିର, ସକାଳ ୬ଟା। bbox=[10, 355, 170, 385]
rail-story-headline: କାରୁ ଖଣ୍ଡିଗଲେ ୨ ଲକ୍ଷ ଟଙ୍କା bbox=[10, 1239, 147, 1276]
newspaper-logo: ଧରିତ୍ରୀ bbox=[12, 25, 153, 65]
story2-col-3-text bbox=[593, 1521, 834, 1667]
main-column bbox=[179, 104, 1490, 1916]
top-photo-row bbox=[521, 190, 1319, 375]
paragraph: ଭୁବନେଶ୍ୱର, (ବି.ପ.ପ୍ର.)- ନଗରର ଏକ ଅପାର୍ଟମେଣ୍ଟରେ ଜଣେ ନାବାଳକଙ୍କ ରହସ୍ୟଜନକ ମୃତ୍ୟୁ ଘଟିଛି। ମଙ୍ଗଳବାର ସନ୍ଧ୍ୟାରେ ଏହି ଘଟଣା ଘଟିଥିବା ବେଳେ ପରିବାର ଲୋକେ ହତ୍ୟା ଅଭିଯୋଗ କରିଛନ୍ତି। ପୋଲିସ ଘଟଣାସ୍ଥଳରେ ପହଞ୍ଚି ଶବ ଜବତ କରି ମୟନା ତଦନ୍ତ ପାଇଁ ପଠାଇଛି। ମୃତ ବାଳକର ପରିବାର ସଦସ୍ୟଙ୍କ ଅଭିଯୋଗ ଅନୁଯାୟୀ, ଘଟଣାଟି ଆତ୍ମହତ୍ୟା ନୁହେଁ। bbox=[10, 464, 170, 610]
lead-story-grid bbox=[191, 190, 1490, 997]
grayscale-ramp bbox=[617, 2321, 737, 2330]
subheading: ସିସିଟିଭି କ୍ୟାମେରାରେ ଧରାପଡ଼ିଲା: bbox=[521, 567, 667, 580]
subheading: ସିସିଟିଭି କ୍ୟାମେରାରେ ଧରାପଡ଼ିଲା: bbox=[531, 1002, 677, 1015]
paragraph: ଭୁବନେଶ୍ୱର, (ବୁରୋ)- ପାରମ୍ପରିକ ମାଟି ଦୀପର ସ୍ଥାନ ଏବେ ରଙ୍ଗବେରଙ୍ଗ ଆଲୋକମାଳା ନେଇଛି। ବଜାରରେ ଚାଇନା ଲାଇଟ୍‌ର ଚାହିଦା ବୃଦ୍ଧି ପାଇଛି। ଫଳରେ ପାରମ୍ପରିକ କୁମ୍ଭାରମାନେ ବ୍ୟବସାୟରେ କ୍ଷତି ସହୁଛନ୍ତି। bbox=[191, 1302, 384, 1374]
lead-col-3a bbox=[521, 394, 916, 772]
paragraph: ଭୁବନେଶ୍ୱର: ବୁଧବାର ଏଠି ରବୀନ୍ଦ୍ରମଣ୍ଡପରେ ଅନୁଷ୍ଠିତ ଗୁରୁ ଗୋପାଳ ପଞ୍ଚା ଓଡ଼ିଶୀ ଏକାଡେମୀର ବାର୍ଷିକୋତ୍ସବରେ ପ୍ରସିଦ୍ଧ ଓଡ଼ିଶୀ ନୃତ୍ୟଶିଳ୍ପୀ ଶ୍ୟାମାମଣି ପଟ୍ଟନାୟକଙ୍କୁ 'ଗୁରୁ ସିଦ୍ଧାର୍ଥ ସମ୍ମାନ' ପ୍ରଦାନ କରାଯାଇଥିଲା। bbox=[856, 1310, 1063, 1381]
mid-text-col bbox=[531, 1001, 1006, 1225]
lead-col-2 bbox=[350, 190, 512, 997]
story3-col-1 bbox=[857, 1309, 1063, 1506]
issue-daymonth: ୧୫ ଅକ୍ଟୋବର bbox=[168, 45, 262, 63]
issue-year: ୨୦୧୪ bbox=[278, 32, 360, 58]
page-number: ୧୦ bbox=[1396, 9, 1488, 81]
paragraph: ପ୍ରତିବର୍ଷ ଦୀପାବଳି ପୂର୍ବରୁ କୁମ୍ଭାର ସମ୍ପ୍ରଦାୟ ହଜାର ହଜାର ଦୀପ ତିଆରି କରିଥାନ୍ତି। ହେଲେ ଏବେ ସେମାନଙ୍କ ଦୀପ ବିକ୍ରି ହେଉନାହିଁ। bbox=[391, 1302, 585, 1344]
paragraph: ପୋଲିସ ସୂତ୍ରରୁ ମିଳିଥିବା ସୂଚନା ଅନୁଯାୟୀ ବିସ୍ଫୋରଣ ଏତେ ପ୍ରବଳ ଥିଲା ଯେ ପାଖ ଘରର କାଚ ଭାଙ୍ଗି ଯାଇଥିଲା। ଆହତଙ୍କୁ ତୁରନ୍ତ ସ୍ଥାନୀୟ ଡାକ୍ତରଖାନାକୁ ନିଆଯାଇଥିଲା। bbox=[531, 1024, 1006, 1051]
paragraph: ପୋଲିସ ସୂତ୍ରରୁ ମିଳିଥିବା ସୂଚନା ଅନୁଯାୟୀ ବିସ୍ଫୋରଣ ଏତେ ପ୍ରବଳ ଥିଲା ଯେ ପାଖ ଘରର କାଚ ଭାଙ୍ଗି ଯାଇଥିଲା। ଆହତଙ୍କୁ ତୁରନ୍ତ ସ୍ଥାନୀୟ ଡାକ୍ତରଖାନାକୁ ନିଆଯାଇଥିଲା। bbox=[191, 315, 341, 387]
rail-story-body bbox=[10, 979, 170, 1222]
paragraph: ସମ୍ମାନିତ ଶିଳ୍ପୀ କହିଥିଲେ, "ଏହି ସମ୍ମାନ ମୋ ପାଇଁ ଗର୍ବର ବିଷୟ। ଓଡ଼ିଶୀ ନୃତ୍ୟକୁ ଆନ୍ତର୍ଜାତିକ ସ୍ତରରେ ପହଞ୍ଚାଇବା ଆମ ସମସ୍ତଙ୍କ ଦାୟିତ୍ୱ।" bbox=[1070, 1375, 1277, 1417]
paragraph: ପ୍ରତିବର୍ଷ ଦୀପାବଳି ପୂର୍ବରୁ କୁମ୍ଭାର ସମ୍ପ୍ରଦାୟ ହଜାର ହଜାର ଦୀପ ତିଆରି କରିଥାନ୍ତି। ହେଲେ ଏବେ ସେମାନଙ୍କ ଦୀପ ବିକ୍ରି ହେଉନାହିଁ। bbox=[191, 1383, 384, 1425]
section-label-wrap bbox=[1228, 28, 1382, 62]
rail-story-headline: ସେବା ସମିତି ସମ୍ମିଳନୀ bbox=[10, 1512, 138, 1530]
paragraph bbox=[350, 766, 512, 800]
story2-col-3 bbox=[593, 1302, 834, 1673]
grayscale-ramp bbox=[763, 2321, 883, 2330]
paragraph: ଭୁବନେଶ୍ୱର/ପାଟପୁର: ଜଣେହି ପାଦରେ ଦୁଇଟି ଗୋଡ଼ରେ ଅଧିକ ଶିକାରୀ ଥିବା ବେଳେ ଘଟଣାଟି ଗୁରୁତ୍ୱପୂର୍ଣ୍ଣ ହୋଇଛି। ମଙ୍ଗଳବାର ସକାଳେ ଏକ ଫୁଲ ତୋଡ଼ିବାକୁ ଯାଇଥିବା ବେଳେ ହଠାତ୍‌ ବିସ୍ଫୋରଣ ଘଟିଥିଲା। ଏହି ଘଟଣାରେ ତିନି ଜଣଙ୍କ ମୃତ୍ୟୁ ଘଟିଥିବା ବେଳେ ଆହତ ହୋଇଛନ୍ତି ଆଉ ଜଣେ। bbox=[191, 190, 341, 307]
injured-photo bbox=[521, 394, 916, 512]
color-swatch bbox=[557, 2320, 571, 2330]
headline-rule bbox=[191, 180, 1490, 182]
rail-story-body bbox=[10, 1282, 170, 1495]
masthead bbox=[0, 0, 1500, 92]
subheading: ମା' ସମ୍ପର୍କୀୟ ପୁଅକୁ ଛୁଇଁଲା: bbox=[924, 504, 1051, 517]
paragraph: ଅନ୍ୟ ପକ୍ଷରେ ମାଟି ଦୀପ ପ୍ରତି ଲୋକଙ୍କ ଆଗ୍ରହ କମୁଛି। ତଥାପି କିଛି ପରିବାର ପରମ୍ପରା ରକ୍ଷା କରି ମାଟି ଦୀପ କିଣୁଛନ୍ତି। bbox=[592, 1638, 834, 1665]
